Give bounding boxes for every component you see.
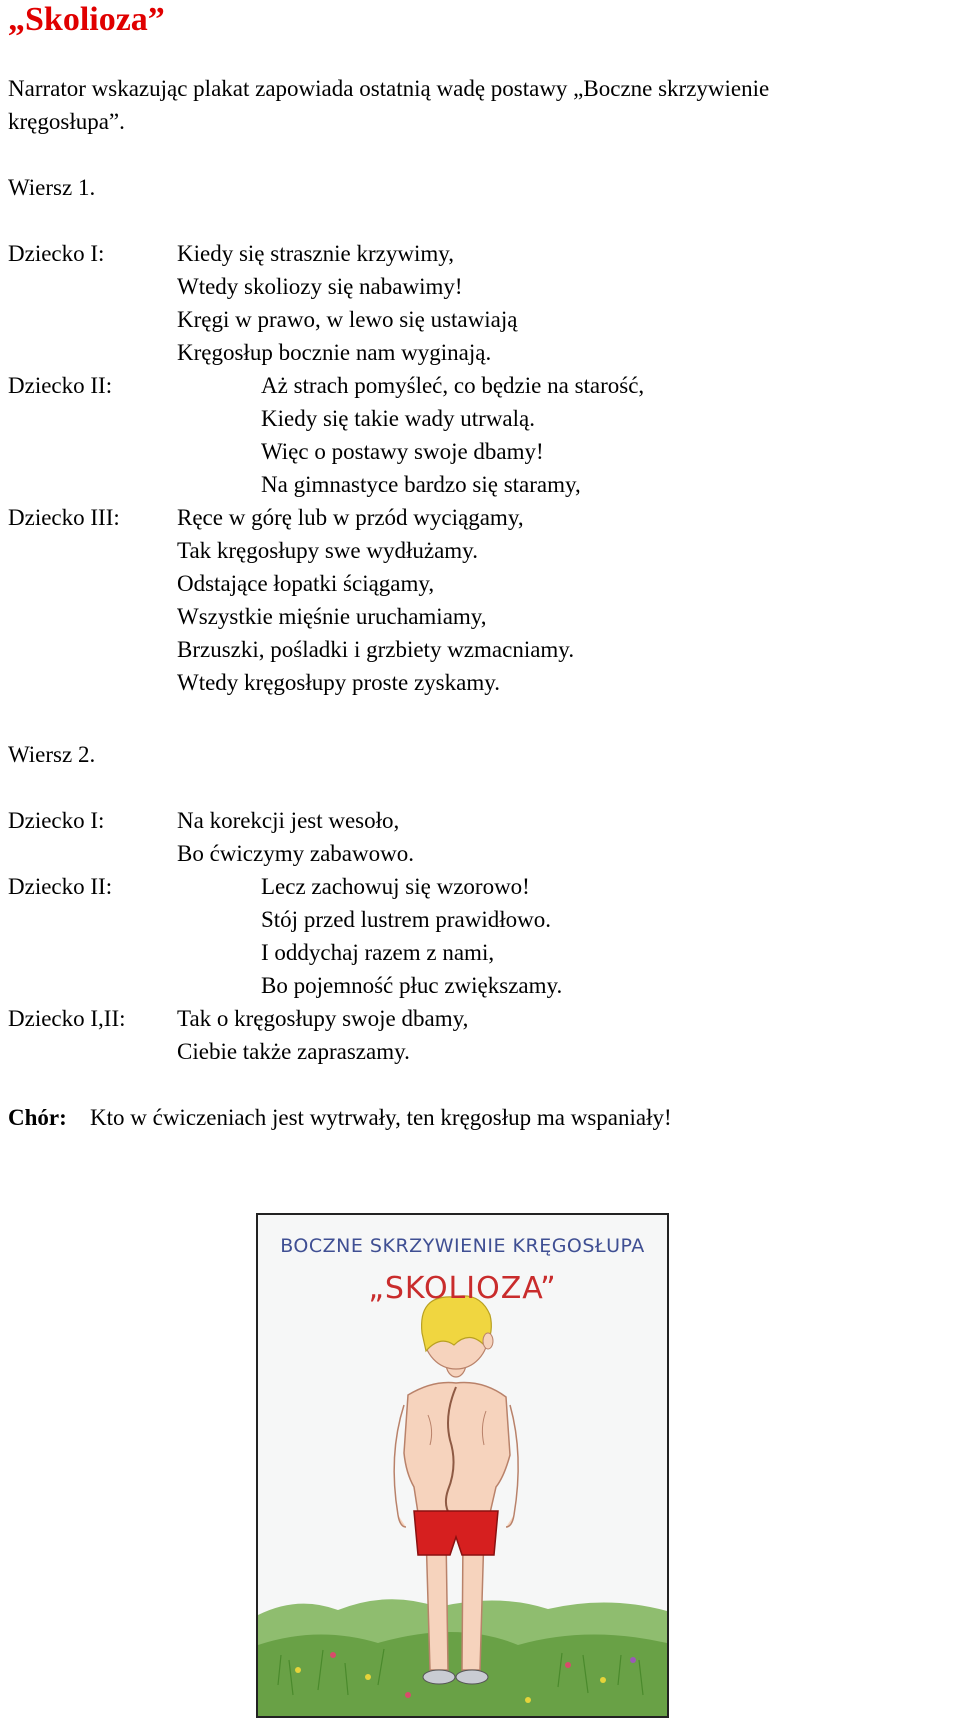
verse-line: Tak kręgosłupy swe wydłużamy. — [177, 538, 478, 563]
verse-line: Kręgosłup bocznie nam wyginają. — [177, 340, 492, 365]
verse-line: Na gimnastyce bardzo się staramy, — [261, 472, 581, 497]
verse-line: Więc o postawy swoje dbamy! — [261, 439, 544, 464]
speaker-label: Dziecko II: — [8, 874, 113, 899]
speaker-label: Dziecko II: — [8, 373, 113, 398]
verse-line: Lecz zachowuj się wzorowo! — [261, 874, 530, 899]
verse-line: Na korekcji jest wesoło, — [177, 808, 400, 833]
speaker-label: Dziecko I,II: — [8, 1006, 126, 1031]
verse-line: Aż strach pomyśleć, co będzie na starość, — [261, 373, 645, 398]
head-illustration — [422, 1296, 493, 1377]
speaker-label: Dziecko III: — [8, 505, 120, 530]
poem-1-heading: Wiersz 1. — [8, 175, 96, 200]
verse-line: Stój przed lustrem prawidłowo. — [261, 907, 552, 932]
verse-line: Ciebie także zapraszamy. — [177, 1039, 410, 1064]
verse-line: Bo pojemność płuc zwiększamy. — [261, 973, 563, 998]
poster-heading: BOCZNE SKRZYWIENIE KRĘGOSŁUPA — [280, 1235, 645, 1257]
poster-subtitle: „SKOLIOZA” — [368, 1271, 557, 1306]
intro-line-1: Narrator wskazując plakat zapowiada ostatnią wadę postawy „Boczne skrzywienie — [8, 76, 770, 101]
chorus-speaker: Chór: — [8, 1105, 67, 1130]
verse-line: Ręce w górę lub w przód wyciągamy, — [177, 505, 524, 530]
chorus-line: Kto w ćwiczeniach jest wytrwały, ten kręgosłup ma wspaniały! — [90, 1105, 672, 1130]
intro-line-2: kręgosłupa”. — [8, 109, 125, 134]
verse-line: Wtedy kręgosłupy proste zyskamy. — [177, 670, 500, 695]
poster-image — [256, 1213, 669, 1718]
torso-illustration — [394, 1383, 518, 1528]
poem-2-heading: Wiersz 2. — [8, 742, 96, 767]
verse-line: Kiedy się strasznie krzywimy, — [177, 241, 454, 266]
shorts-illustration — [414, 1511, 498, 1555]
verse-line: Kiedy się takie wady utrwalą. — [261, 406, 535, 431]
verse-line: Brzuszki, pośladki i grzbiety wzmacniamy. — [177, 637, 575, 662]
page-title: „Skolioza” — [8, 1, 165, 38]
verse-line: Kręgi w prawo, w lewo się ustawiają — [177, 307, 518, 332]
verse-line: Bo ćwiczymy zabawowo. — [177, 841, 414, 866]
verse-line: Wtedy skoliozy się nabawimy! — [177, 274, 463, 299]
verse-line: Odstające łopatki ściągamy, — [177, 571, 435, 596]
speaker-label: Dziecko I: — [8, 808, 105, 833]
speaker-label: Dziecko I: — [8, 241, 105, 266]
verse-line: I oddychaj razem z nami, — [261, 940, 495, 965]
verse-line: Tak o kręgosłupy swoje dbamy, — [177, 1006, 469, 1031]
verse-line: Wszystkie mięśnie uruchamiamy, — [177, 604, 487, 629]
